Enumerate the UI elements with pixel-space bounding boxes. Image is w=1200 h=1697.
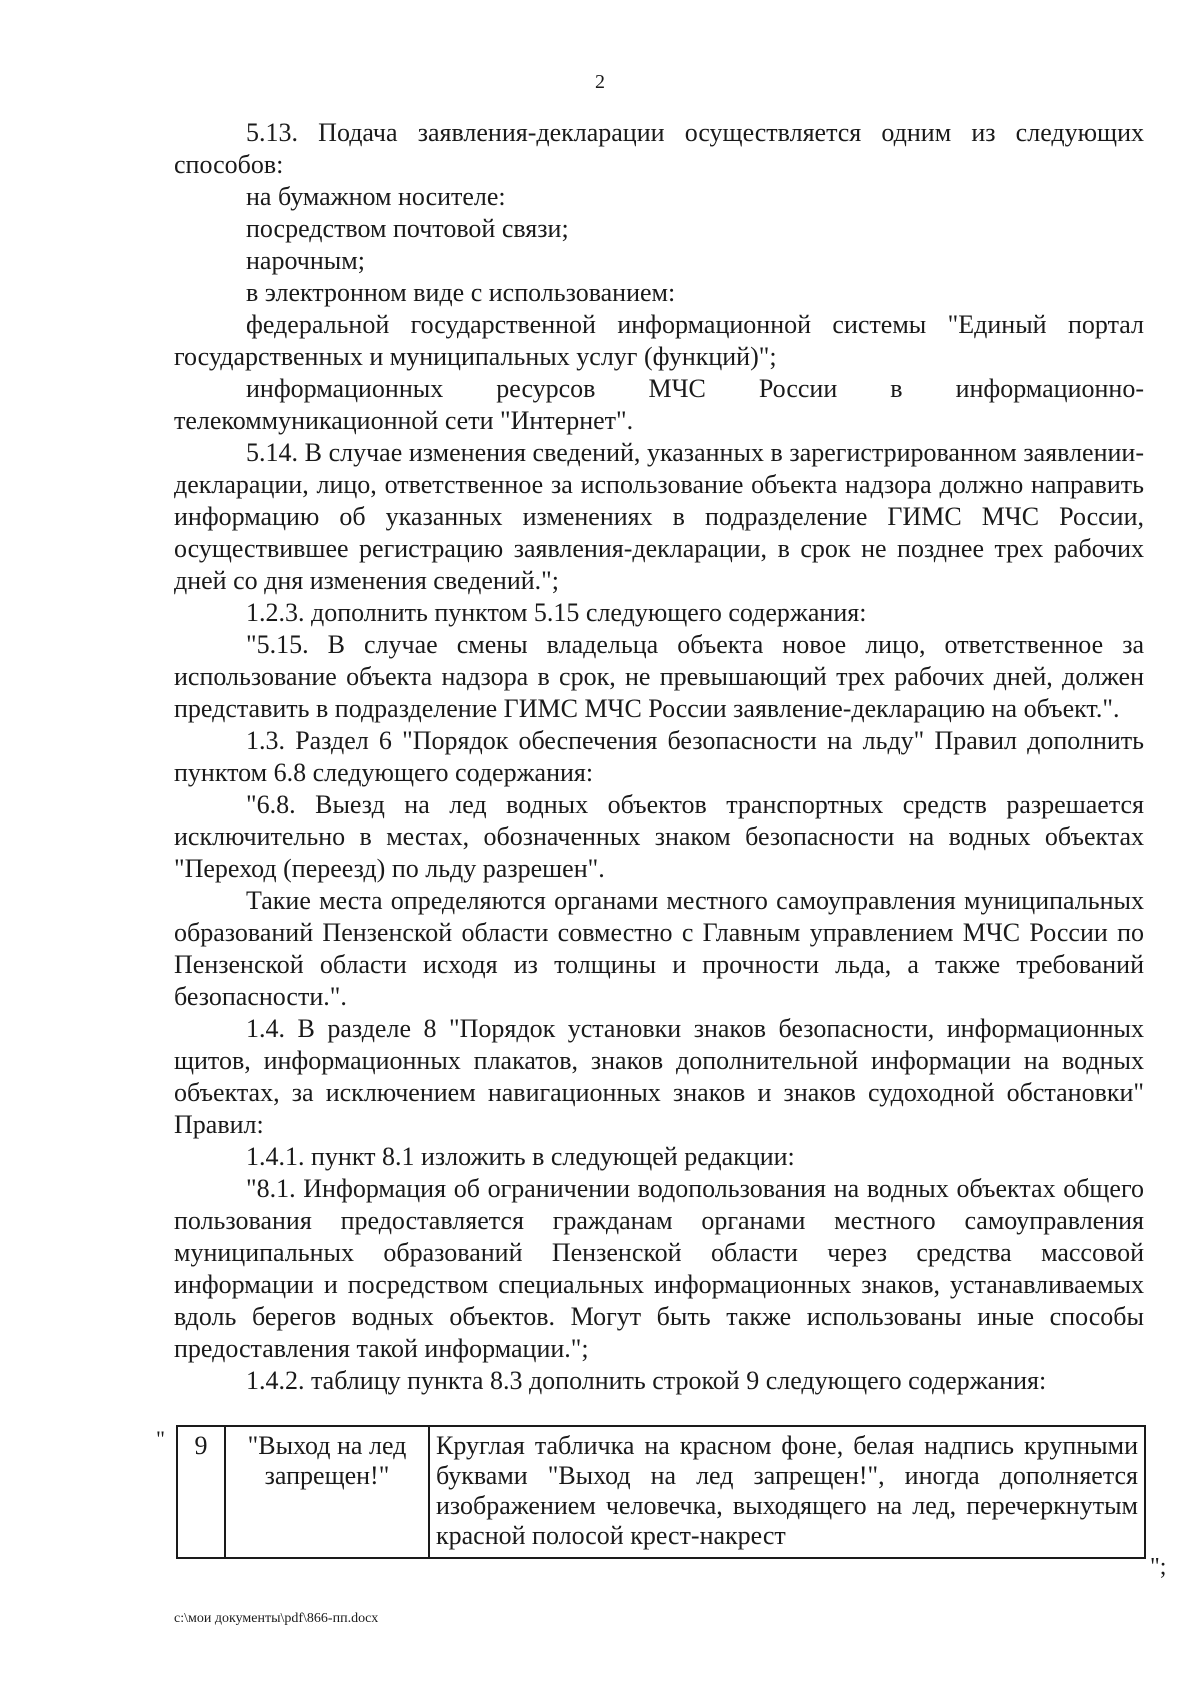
paragraph: на бумажном носителе: — [246, 182, 506, 211]
paragraph: 1.4. В разделе 8 "Порядок установки знаков безопасности, информационных щитов, информационных плакатов, знаков дополнительной информации на водных объектах, за исключением навигационных знаков и знаков судоходной обстановки" Правил: — [174, 1014, 1144, 1139]
paragraph: 5.13. Подача заявления-декларации осуществляется одним из следующих способов: — [174, 118, 1144, 179]
page-number: 2 — [595, 71, 605, 93]
paragraph: "8.1. Информация об ограничении водопользования на водных объектах общего пользования предоставляется гражданам органами местного самоуправления муниципальных образований Пензенской области через средства массовой информации и посредством специальных информационных знаков, устанавливаемых вдоль берегов водных объектов. Могут быть также использованы иные способы предоставления такой информации."; — [174, 1174, 1144, 1363]
paragraph: 1.4.2. таблицу пункта 8.3 дополнить строкой 9 следующего содержания: — [246, 1366, 1047, 1395]
paragraph: в электронном виде с использованием: — [246, 278, 676, 307]
table-cell-sign-name: "Выход на лед запрещен!" — [225, 1426, 429, 1558]
paragraph: посредством почтовой связи; — [246, 214, 569, 243]
paragraph: 5.14. В случае изменения сведений, указанных в зарегистрированном заявлении-декларации, лицо, ответственное за использование объекта надзора должно направить информацию об указанных изменениях в подразделение ГИМС МЧС России, осуществившее регистрацию заявления-декларации, в срок не позднее трех рабочих дней со дня изменения сведений."; — [174, 438, 1144, 595]
table-row — [177, 1426, 1145, 1558]
document-body — [174, 117, 1144, 1397]
signs-table-row-9 — [176, 1425, 1146, 1559]
table-closing-quote: "; — [1150, 1554, 1167, 1580]
paragraph: информационных ресурсов МЧС России в информационно-телекоммуникационной сети "Интернет". — [174, 374, 1144, 435]
paragraph: нарочным; — [246, 246, 365, 275]
paragraph: "5.15. В случае смены владельца объекта новое лицо, ответственное за использование объекта надзора в срок, не превышающий трех рабочих дней, должен представить в подразделение ГИМС МЧС России заявление-декларацию на объект.". — [174, 630, 1144, 723]
paragraph: федеральной государственной информационной системы "Единый портал государственных и муниципальных услуг (функций)"; — [174, 310, 1144, 371]
footer-file-path: c:\мои документы\pdf\866-пп.docx — [174, 1611, 379, 1626]
paragraph: 1.3. Раздел 6 "Порядок обеспечения безопасности на льду" Правил дополнить пунктом 6.8 следующего содержания: — [174, 726, 1144, 787]
table-opening-quote: " — [156, 1426, 165, 1451]
inserted-table-block — [150, 1425, 1180, 1585]
table-cell-number: 9 — [177, 1426, 225, 1558]
paragraph: 1.4.1. пункт 8.1 изложить в следующей редакции: — [246, 1142, 795, 1171]
paragraph: 1.2.3. дополнить пунктом 5.15 следующего содержания: — [246, 598, 867, 627]
table-cell-sign-description: Круглая табличка на красном фоне, белая надпись крупными буквами "Выход на лед запрещен!", иногда дополняется изображением человечка, выходящего на лед, перечеркнутым красной полосой крест-накрест — [429, 1426, 1145, 1558]
paragraph: Такие места определяются органами местного самоуправления муниципальных образований Пензенской области совместно с Главным управлением МЧС России по Пензенской области исходя из толщины и прочности льда, а также требований безопасности.". — [174, 886, 1144, 1011]
paragraph: "6.8. Выезд на лед водных объектов транспортных средств разрешается исключительно в местах, обозначенных знаком безопасности на водных объектах "Переход (переезд) по льду разрешен". — [174, 790, 1144, 883]
